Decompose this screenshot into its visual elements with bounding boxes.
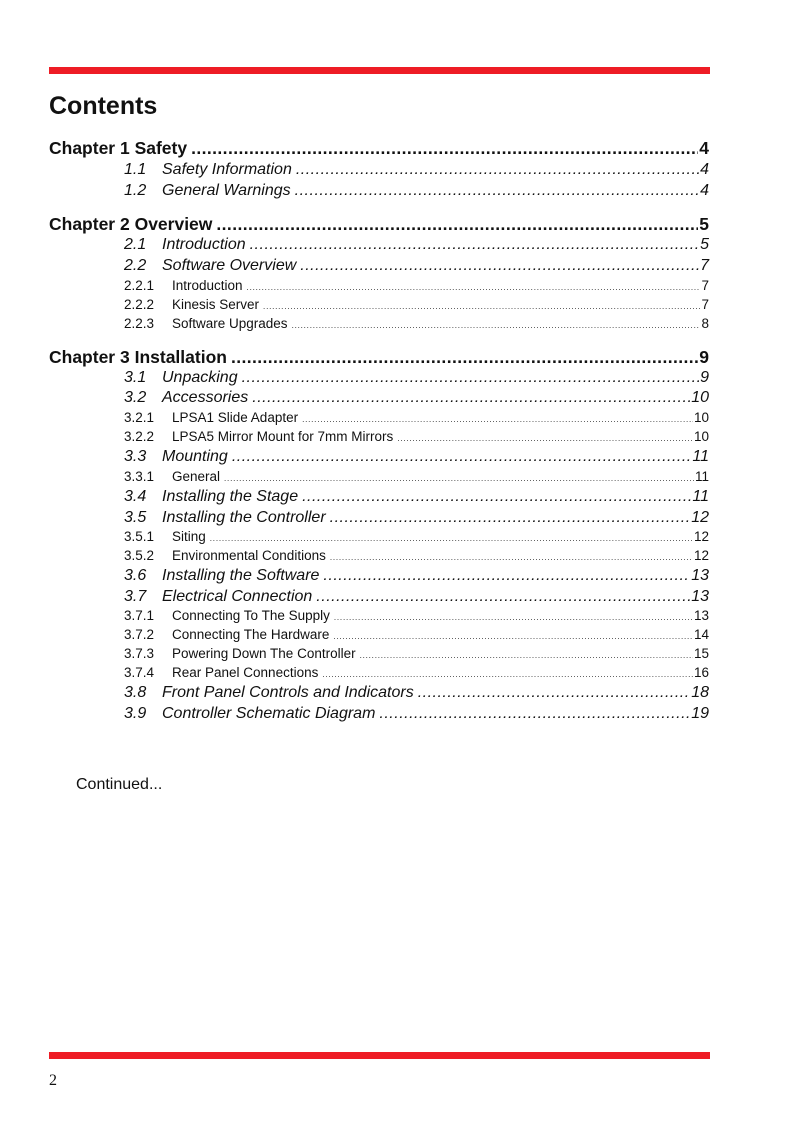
toc-entry-sub[interactable]	[124, 469, 709, 487]
toc-entry-page: 12	[693, 529, 709, 544]
toc-entry-title: General Warnings	[162, 182, 291, 199]
dot-leader	[330, 553, 693, 562]
toc-entry-section[interactable]	[124, 369, 709, 389]
toc-entry-title: Chapter 2 Overview	[49, 214, 213, 234]
dot-leader	[316, 588, 690, 606]
toc-entry-sub[interactable]	[124, 529, 709, 547]
toc-entry-number: 3.5.2	[124, 548, 155, 563]
continued-note: Continued...	[76, 776, 163, 793]
toc-entry-page: 7	[700, 257, 709, 274]
toc-entry-page: 19	[691, 705, 709, 722]
toc-entry-page: 7	[701, 278, 709, 293]
toc-entry-sub[interactable]	[124, 429, 709, 447]
dot-leader	[333, 632, 693, 641]
toc-entry-number: 3.7.2	[124, 627, 155, 642]
dot-leader	[292, 321, 701, 330]
toc-entry-chapter[interactable]	[49, 138, 709, 160]
dot-leader	[224, 474, 694, 483]
toc-entry-title: Software Upgrades	[172, 316, 288, 331]
toc-entry-number: 3.6	[124, 567, 147, 584]
toc-entry-title: Installing the Controller	[162, 509, 326, 526]
page-title: Contents	[49, 92, 158, 120]
toc-entry-page: 12	[693, 548, 709, 563]
dot-leader	[360, 651, 693, 660]
toc-entry-number: 2.2.2	[124, 297, 155, 312]
toc-entry-title: Kinesis Server	[172, 297, 260, 312]
dot-leader	[252, 389, 690, 407]
toc-entry-page: 10	[691, 389, 709, 406]
toc-entry-section[interactable]	[124, 182, 709, 202]
toc-entry-number: 3.2.1	[124, 410, 155, 425]
toc-entry-section[interactable]	[124, 509, 709, 529]
toc-entry-page: 16	[693, 665, 709, 680]
toc-entry-page: 14	[693, 627, 709, 642]
toc-entry-title: Installing the Stage	[162, 488, 299, 505]
toc-entry-sub[interactable]	[124, 410, 709, 428]
toc-entry-title: Software Overview	[162, 257, 297, 274]
toc-entry-title: Mounting	[162, 448, 228, 465]
toc-entry-page: 15	[693, 646, 709, 661]
dot-leader	[191, 138, 698, 159]
toc-entry-number: 3.3.1	[124, 469, 155, 484]
toc-entry-title: Introduction	[162, 236, 246, 253]
toc-entry-section[interactable]	[124, 161, 709, 181]
toc-entry-number: 2.1	[124, 236, 147, 253]
toc-entry-title: Unpacking	[162, 369, 238, 386]
dot-leader	[397, 434, 693, 443]
toc-entry-title: Introduction	[172, 278, 243, 293]
toc-entry-page: 11	[694, 469, 709, 484]
toc-entry-number: 2.2.3	[124, 316, 155, 331]
dot-leader	[330, 509, 691, 527]
toc-entry-page: 11	[692, 448, 709, 465]
toc-entry-page: 10	[693, 429, 709, 444]
toc-entry-title: Electrical Connection	[162, 588, 313, 605]
toc-entry-page: 7	[701, 297, 709, 312]
dot-leader	[302, 488, 691, 506]
toc-entry-number: 3.4	[124, 488, 147, 505]
toc-entry-number: 3.3	[124, 448, 147, 465]
dot-leader	[322, 670, 693, 679]
toc-entry-chapter[interactable]	[49, 214, 709, 236]
toc-entry-title: Connecting The Hardware	[172, 627, 330, 642]
toc-entry-title: Chapter 1 Safety	[49, 138, 188, 158]
toc-entry-number: 1.1	[124, 161, 147, 178]
dot-leader	[334, 613, 693, 622]
toc-entry-number: 2.2.1	[124, 278, 155, 293]
toc-entry-title: Connecting To The Supply	[172, 608, 330, 623]
toc-entry-number: 1.2	[124, 182, 147, 199]
dot-leader	[302, 415, 693, 424]
toc-entry-page: 9	[699, 347, 709, 367]
toc-entry-section[interactable]	[124, 236, 709, 256]
header-rule	[49, 67, 710, 74]
toc-entry-page: 4	[700, 161, 709, 178]
footer-rule	[49, 1052, 710, 1059]
toc-entry-page: 13	[691, 588, 709, 605]
toc-entry-section[interactable]	[124, 684, 709, 704]
toc-entry-title: Powering Down The Controller	[172, 646, 356, 661]
dot-leader	[418, 684, 691, 702]
toc-entry-number: 3.2	[124, 389, 147, 406]
toc-entry-sub[interactable]	[124, 665, 709, 683]
toc-entry-title: Rear Panel Connections	[172, 665, 319, 680]
toc-entry-title: General	[172, 469, 221, 484]
dot-leader	[263, 302, 700, 311]
toc-entry-title: Accessories	[162, 389, 249, 406]
toc-entry-page: 5	[700, 236, 709, 253]
toc-entry-sub[interactable]	[124, 316, 709, 334]
toc-entry-page: 5	[699, 214, 709, 234]
dot-leader	[300, 257, 699, 275]
dot-leader	[250, 236, 699, 254]
toc-entry-page: 4	[700, 182, 709, 199]
toc-entry-section[interactable]	[124, 257, 709, 277]
toc-entry-sub[interactable]	[124, 548, 709, 566]
toc-entry-section[interactable]	[124, 567, 709, 587]
toc-entry-section[interactable]	[124, 588, 709, 608]
toc-entry-sub[interactable]	[124, 627, 709, 645]
dot-leader	[247, 283, 701, 292]
toc-entry-page: 11	[692, 488, 709, 505]
toc-entry-number: 3.7.4	[124, 665, 155, 680]
toc-entry-page: 13	[693, 608, 709, 623]
toc-entry-sub[interactable]	[124, 278, 709, 296]
toc-entry-number: 3.5	[124, 509, 147, 526]
toc-entry-sub[interactable]	[124, 297, 709, 315]
page-number: 2	[49, 1072, 57, 1089]
toc-entry-title: Chapter 3 Installation	[49, 347, 227, 367]
toc-entry-page: 13	[691, 567, 709, 584]
dot-leader	[242, 369, 699, 387]
dot-leader	[231, 347, 698, 368]
toc-entry-page: 4	[699, 138, 709, 158]
toc-entry-title: LPSA1 Slide Adapter	[172, 410, 299, 425]
dot-leader	[295, 182, 699, 200]
toc-entry-number: 3.2.2	[124, 429, 155, 444]
toc-entry-title: Controller Schematic Diagram	[162, 705, 376, 722]
toc-entry-section[interactable]	[124, 389, 709, 409]
toc-entry-number: 3.5.1	[124, 529, 155, 544]
toc-entry-number: 3.1	[124, 369, 147, 386]
toc-entry-section[interactable]	[124, 448, 709, 468]
toc-entry-page: 9	[700, 369, 709, 386]
toc-entry-page: 8	[701, 316, 709, 331]
toc-entry-chapter[interactable]	[49, 347, 709, 369]
toc-entry-sub[interactable]	[124, 608, 709, 626]
dot-leader	[323, 567, 690, 585]
toc-entry-number: 3.7	[124, 588, 147, 605]
toc-entry-title: Safety Information	[162, 161, 292, 178]
toc-entry-number: 3.9	[124, 705, 147, 722]
toc-entry-number: 3.7.1	[124, 608, 155, 623]
dot-leader	[232, 448, 692, 466]
toc-entry-title: Siting	[172, 529, 206, 544]
toc-entry-sub[interactable]	[124, 646, 709, 664]
toc-entry-page: 18	[691, 684, 709, 701]
toc-entry-section[interactable]	[124, 488, 709, 508]
dot-leader	[379, 705, 690, 723]
dot-leader	[296, 161, 699, 179]
dot-leader	[210, 534, 693, 543]
toc-entry-number: 3.8	[124, 684, 147, 701]
toc-entry-title: Environmental Conditions	[172, 548, 326, 563]
dot-leader	[216, 214, 698, 235]
toc-entry-page: 12	[691, 509, 709, 526]
toc-entry-title: Installing the Software	[162, 567, 320, 584]
toc-entry-number: 2.2	[124, 257, 147, 274]
toc-entry-title: Front Panel Controls and Indicators	[162, 684, 414, 701]
toc-entry-page: 10	[693, 410, 709, 425]
toc-entry-number: 3.7.3	[124, 646, 155, 661]
toc-entry-title: LPSA5 Mirror Mount for 7mm Mirrors	[172, 429, 394, 444]
toc-entry-section[interactable]	[124, 705, 709, 725]
